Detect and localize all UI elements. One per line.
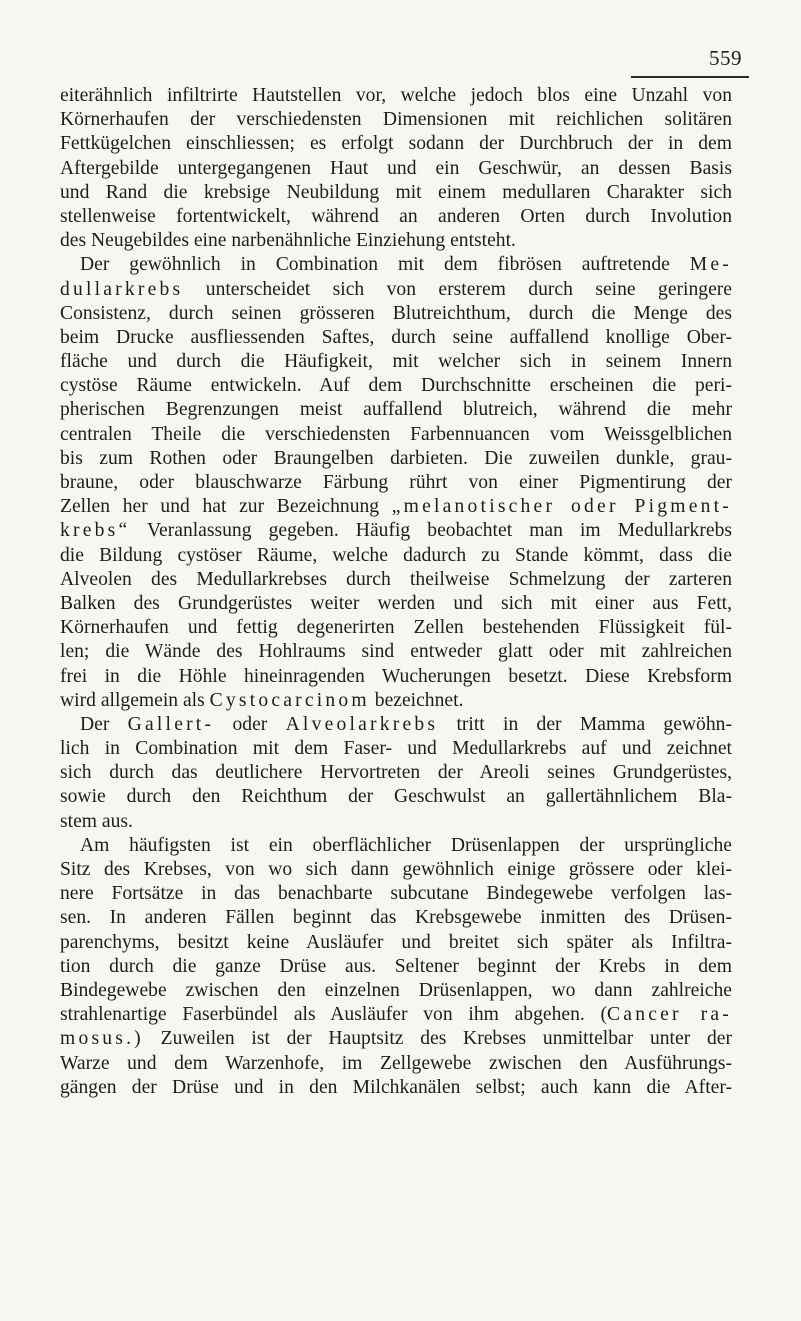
header-rule (631, 76, 749, 78)
spaced-term: krebs“ (60, 520, 131, 542)
text-line: tion durch die ganze Drüse aus. Seltener beginnt der Krebs in dem (60, 955, 732, 977)
text-line (60, 1003, 732, 1027)
spaced-term: Me- (689, 254, 732, 276)
text-line: bis zum Rothen oder Braungelben darbieten. Die zuweilen dunkle, grau- (60, 447, 732, 469)
text-segment: bezeichnet. (374, 689, 464, 711)
text-line: Aftergebilde untergegangenen Haut und ein Geschwür, an dessen Basis (60, 157, 732, 179)
text-line: fläche und durch die Häufigkeit, mit welcher sich in seinem Innern (60, 351, 732, 373)
text-segment: oder (232, 713, 268, 735)
spaced-term: Alveolarkrebs (285, 713, 439, 735)
spaced-term: Cancer ra- (607, 1004, 732, 1026)
text-line: pherischen Begrenzungen meist auffallend blutreich, während die mehr (60, 399, 732, 421)
text-line: und Rand die krebsige Neubildung mit einem medullaren Charakter sich (60, 181, 732, 203)
text-segment: Der (80, 713, 110, 735)
text-segment: wird allgemein als (60, 689, 205, 711)
spaced-term: Cystocarcinom (209, 689, 370, 711)
text-segment: Zellen her und hat zur Bezeichnung (60, 496, 380, 518)
text-line: centralen Theile die verschiedensten Farbennuancen vom Weissgelblichen (60, 423, 732, 445)
text-line (60, 253, 732, 277)
text-line: cystöse Räume entwickeln. Auf dem Durchschnitte erscheinen die peri- (60, 375, 732, 397)
spaced-term: dullarkrebs (60, 278, 184, 300)
text-line: Balken des Grundgerüstes weiter werden und sich mit einer aus Fett, (60, 592, 732, 614)
text-line: Am häufigsten ist ein oberflächlicher Drüsenlappen der ursprüngliche (80, 834, 732, 856)
text-line: Warze und dem Warzenhofe, im Zellgewebe zwischen den Ausführungs- (60, 1052, 732, 1074)
text-line: Körnerhaufen der verschiedensten Dimensionen mit reichlichen solitären (60, 109, 732, 131)
spaced-term: „melanotischer oder Pigment- (391, 496, 732, 518)
text-line (60, 713, 732, 737)
text-line: Körnerhaufen und fettig degenerirten Zellen bestehenden Flüssigkeit fül- (60, 617, 732, 639)
text-line: lich in Combination mit dem Faser- und Medullarkrebs auf und zeichnet (60, 738, 732, 760)
text-line: Bindegewebe zwischen den einzelnen Drüsenlappen, wo dann zahlreiche (60, 979, 732, 1001)
text-line: des Neugebildes eine narbenähnliche Einziehung entsteht. (60, 230, 516, 252)
text-segment: Veranlassung gegeben. Häufig beobachtet man im Medullarkrebs (147, 520, 732, 542)
text-line: nere Fortsätze in das benachbarte subcutane Bindegewebe verfolgen las- (60, 883, 732, 905)
text-line: gängen der Drüse und in den Milchkanälen selbst; auch kann die After- (60, 1076, 732, 1098)
text-line: parenchyms, besitzt keine Ausläufer und breitet sich später als Infiltra- (60, 931, 732, 953)
text-line: stem aus. (60, 810, 133, 832)
text-segment: unterscheidet sich von ersterem durch seine geringere (205, 278, 732, 300)
text-line: Consistenz, durch seinen grösseren Blutreichthum, durch die Menge des (60, 302, 732, 324)
text-line (60, 689, 732, 713)
spaced-term: Gallert- (127, 713, 215, 735)
text-line: eiterähnlich infiltrirte Hautstellen vor, welche jedoch blos eine Unzahl von (60, 85, 732, 106)
text-line (60, 1027, 732, 1051)
text-line: sich durch das deutlichere Hervortreten der Areoli seines Grundgerüstes, (60, 762, 732, 784)
text-line: frei in die Höhle hineinragenden Wucherungen besetzt. Diese Krebsform (60, 665, 732, 687)
text-line (60, 278, 732, 302)
text-segment: strahlenartige Faserbündel als Ausläufer von ihm abgehen. ( (60, 1004, 608, 1026)
page-number: 559 (709, 46, 742, 70)
spaced-term: mosus.) (60, 1028, 144, 1050)
text-line: beim Drucke ausfliessenden Saftes, durch seine auffallend knollige Ober- (60, 326, 732, 348)
text-segment: Der gewöhnlich in Combination mit dem fibrösen auftretende (80, 254, 670, 276)
text-line: Fettkügelchen einschliessen; es erfolgt sodann der Durchbruch der in dem (60, 133, 732, 155)
text-line: Alveolen des Medullarkrebses durch theilweise Schmelzung der zarteren (60, 568, 732, 590)
text-line: sen. In anderen Fällen beginnt das Krebsgewebe inmitten des Drüsen- (60, 907, 732, 929)
body-text (60, 84, 732, 1100)
text-line: stellenweise fortentwickelt, während an anderen Orten durch Involution (60, 205, 732, 227)
text-line: len; die Wände des Hohlraums sind entweder glatt oder mit zahlreichen (60, 641, 732, 663)
text-line: braune, oder blauschwarze Färbung rührt von einer Pigmentirung der (60, 472, 732, 493)
text-segment: Zuweilen ist der Hauptsitz des Krebses unmittelbar unter der (160, 1028, 732, 1050)
text-line (60, 519, 732, 543)
text-line (60, 495, 732, 519)
text-line: Sitz des Krebses, von wo sich dann gewöhnlich einige grössere oder klei- (60, 859, 732, 880)
text-line: die Bildung cystöser Räume, welche dadurch zu Stande kömmt, dass die (60, 544, 732, 566)
text-line: sowie durch den Reichthum der Geschwulst an gallertähnlichem Bla- (60, 786, 732, 808)
text-segment: tritt in der Mamma gewöhn- (456, 713, 732, 735)
